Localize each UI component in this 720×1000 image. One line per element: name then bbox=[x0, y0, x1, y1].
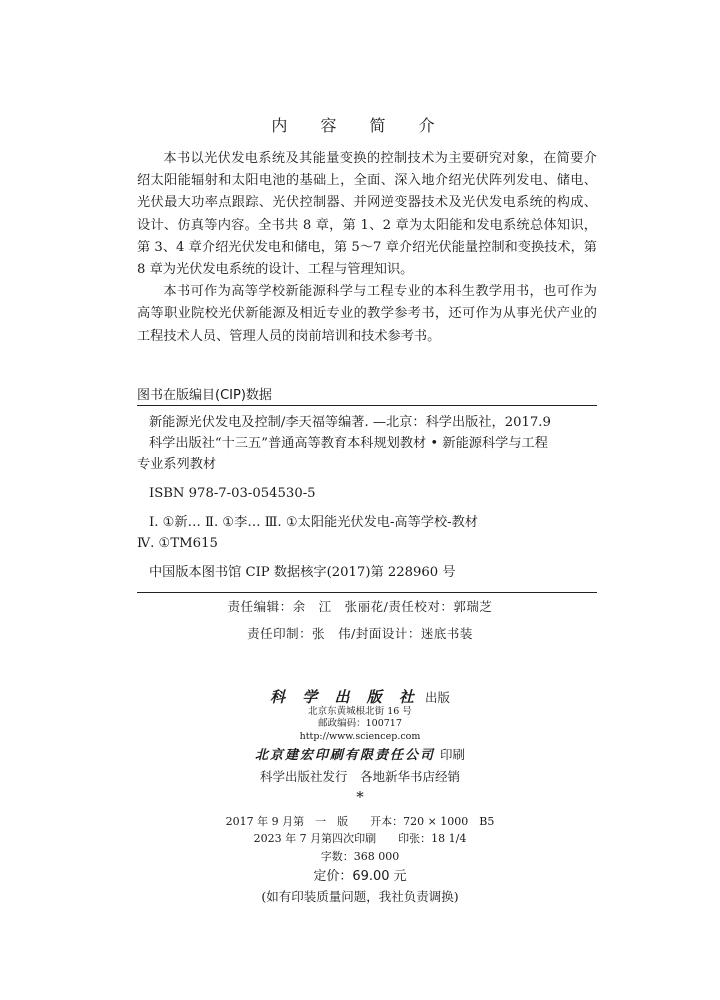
cip-number: 中国版本图书馆 CIP 数据核字(2017)第 228960 号 bbox=[149, 565, 456, 580]
printer-line bbox=[0, 744, 720, 763]
cip-top-rule bbox=[137, 405, 597, 406]
price: 定价：69.00 元 bbox=[313, 869, 407, 884]
cip-heading: 图书在版编目(CIP)数据 bbox=[137, 388, 272, 403]
cip-line-2: 科学出版社“十三五”普通高等教育本科规划教材 • 新能源科学与工程 bbox=[149, 436, 548, 451]
quality-note: (如有印装质量问题，我社负责调换) bbox=[261, 889, 459, 904]
cip-bottom-rule bbox=[137, 592, 597, 593]
printer-name: 北京建宏印刷有限责任公司 bbox=[254, 748, 435, 763]
cip-line-1: 新能源光伏发电及控制/李天福等编著. —北京：科学出版社，2017.9 bbox=[149, 415, 551, 430]
publisher-logo-text: 科 学 出 版 社 bbox=[270, 688, 420, 706]
publisher-url: http://www.sciencep.com bbox=[299, 731, 421, 742]
printer-suffix: 印刷 bbox=[440, 747, 466, 762]
intro-paragraph-2: 本书可作为高等学校新能源科学与工程专业的本科生教学用书，也可作为高等职业院校光伏新能源及相近专业的教学参考书，还可作为从事光伏产业的工程技术人员、管理人员的岗前培训和技术参考书。 bbox=[137, 284, 597, 344]
cip-isbn: ISBN 978-7-03-054530-5 bbox=[149, 486, 316, 501]
word-count: 字数：368 000 bbox=[320, 850, 400, 863]
edition-line: 2017 年 9 月第 一 版 开本：720 × 1000 B5 bbox=[225, 815, 495, 828]
intro-paragraph-1: 本书以光伏发电系统及其能量变换的控制技术为主要研究对象，在简要介绍太阳能辐射和太阳电池的基础上，全面、深入地介绍光伏阵列发电、储电、光伏最大功率点跟踪、光伏控制器、并网逆变器技术及光伏发电系统的构成、设计、仿真等内容。全书共 8 章，第 1、2 章为太阳能和发电系统总体知识，第 3、4 章介绍光伏发电和储电，第 5～7 章介绍光伏能量控制和变换技术，第 8 章为光伏发电系统的设计、工程与管理知识。 bbox=[137, 151, 597, 278]
publisher-address: 北京东黄城根北街 16 号 bbox=[308, 706, 412, 717]
publisher-suffix: 出版 bbox=[424, 690, 450, 705]
cip-classification-2: Ⅳ. ①TM615 bbox=[137, 536, 218, 551]
intro-text bbox=[137, 148, 597, 348]
separator-star: * bbox=[356, 788, 364, 806]
cip-block bbox=[137, 412, 597, 583]
publisher-name-line bbox=[0, 686, 720, 707]
distribution-line: 科学出版社发行 各地新华书店经销 bbox=[259, 769, 460, 784]
publisher-postcode: 邮政编码：100717 bbox=[318, 718, 402, 729]
credits-line-2: 责任印制：张 伟/封面设计：迷底书装 bbox=[247, 626, 473, 641]
cip-line-3: 专业系列教材 bbox=[137, 457, 217, 472]
page-title: 内 容 简 介 bbox=[271, 116, 449, 135]
printing-line: 2023 年 7 月第四次印刷 印张：18 1/4 bbox=[253, 832, 467, 845]
cip-classification-1: Ⅰ. ①新… Ⅱ. ①李… Ⅲ. ①太阳能光伏发电-高等学校-教材 bbox=[149, 515, 478, 530]
credits-line-1: 责任编辑：余 江 张丽花/责任校对：郭瑞芝 bbox=[227, 599, 493, 614]
